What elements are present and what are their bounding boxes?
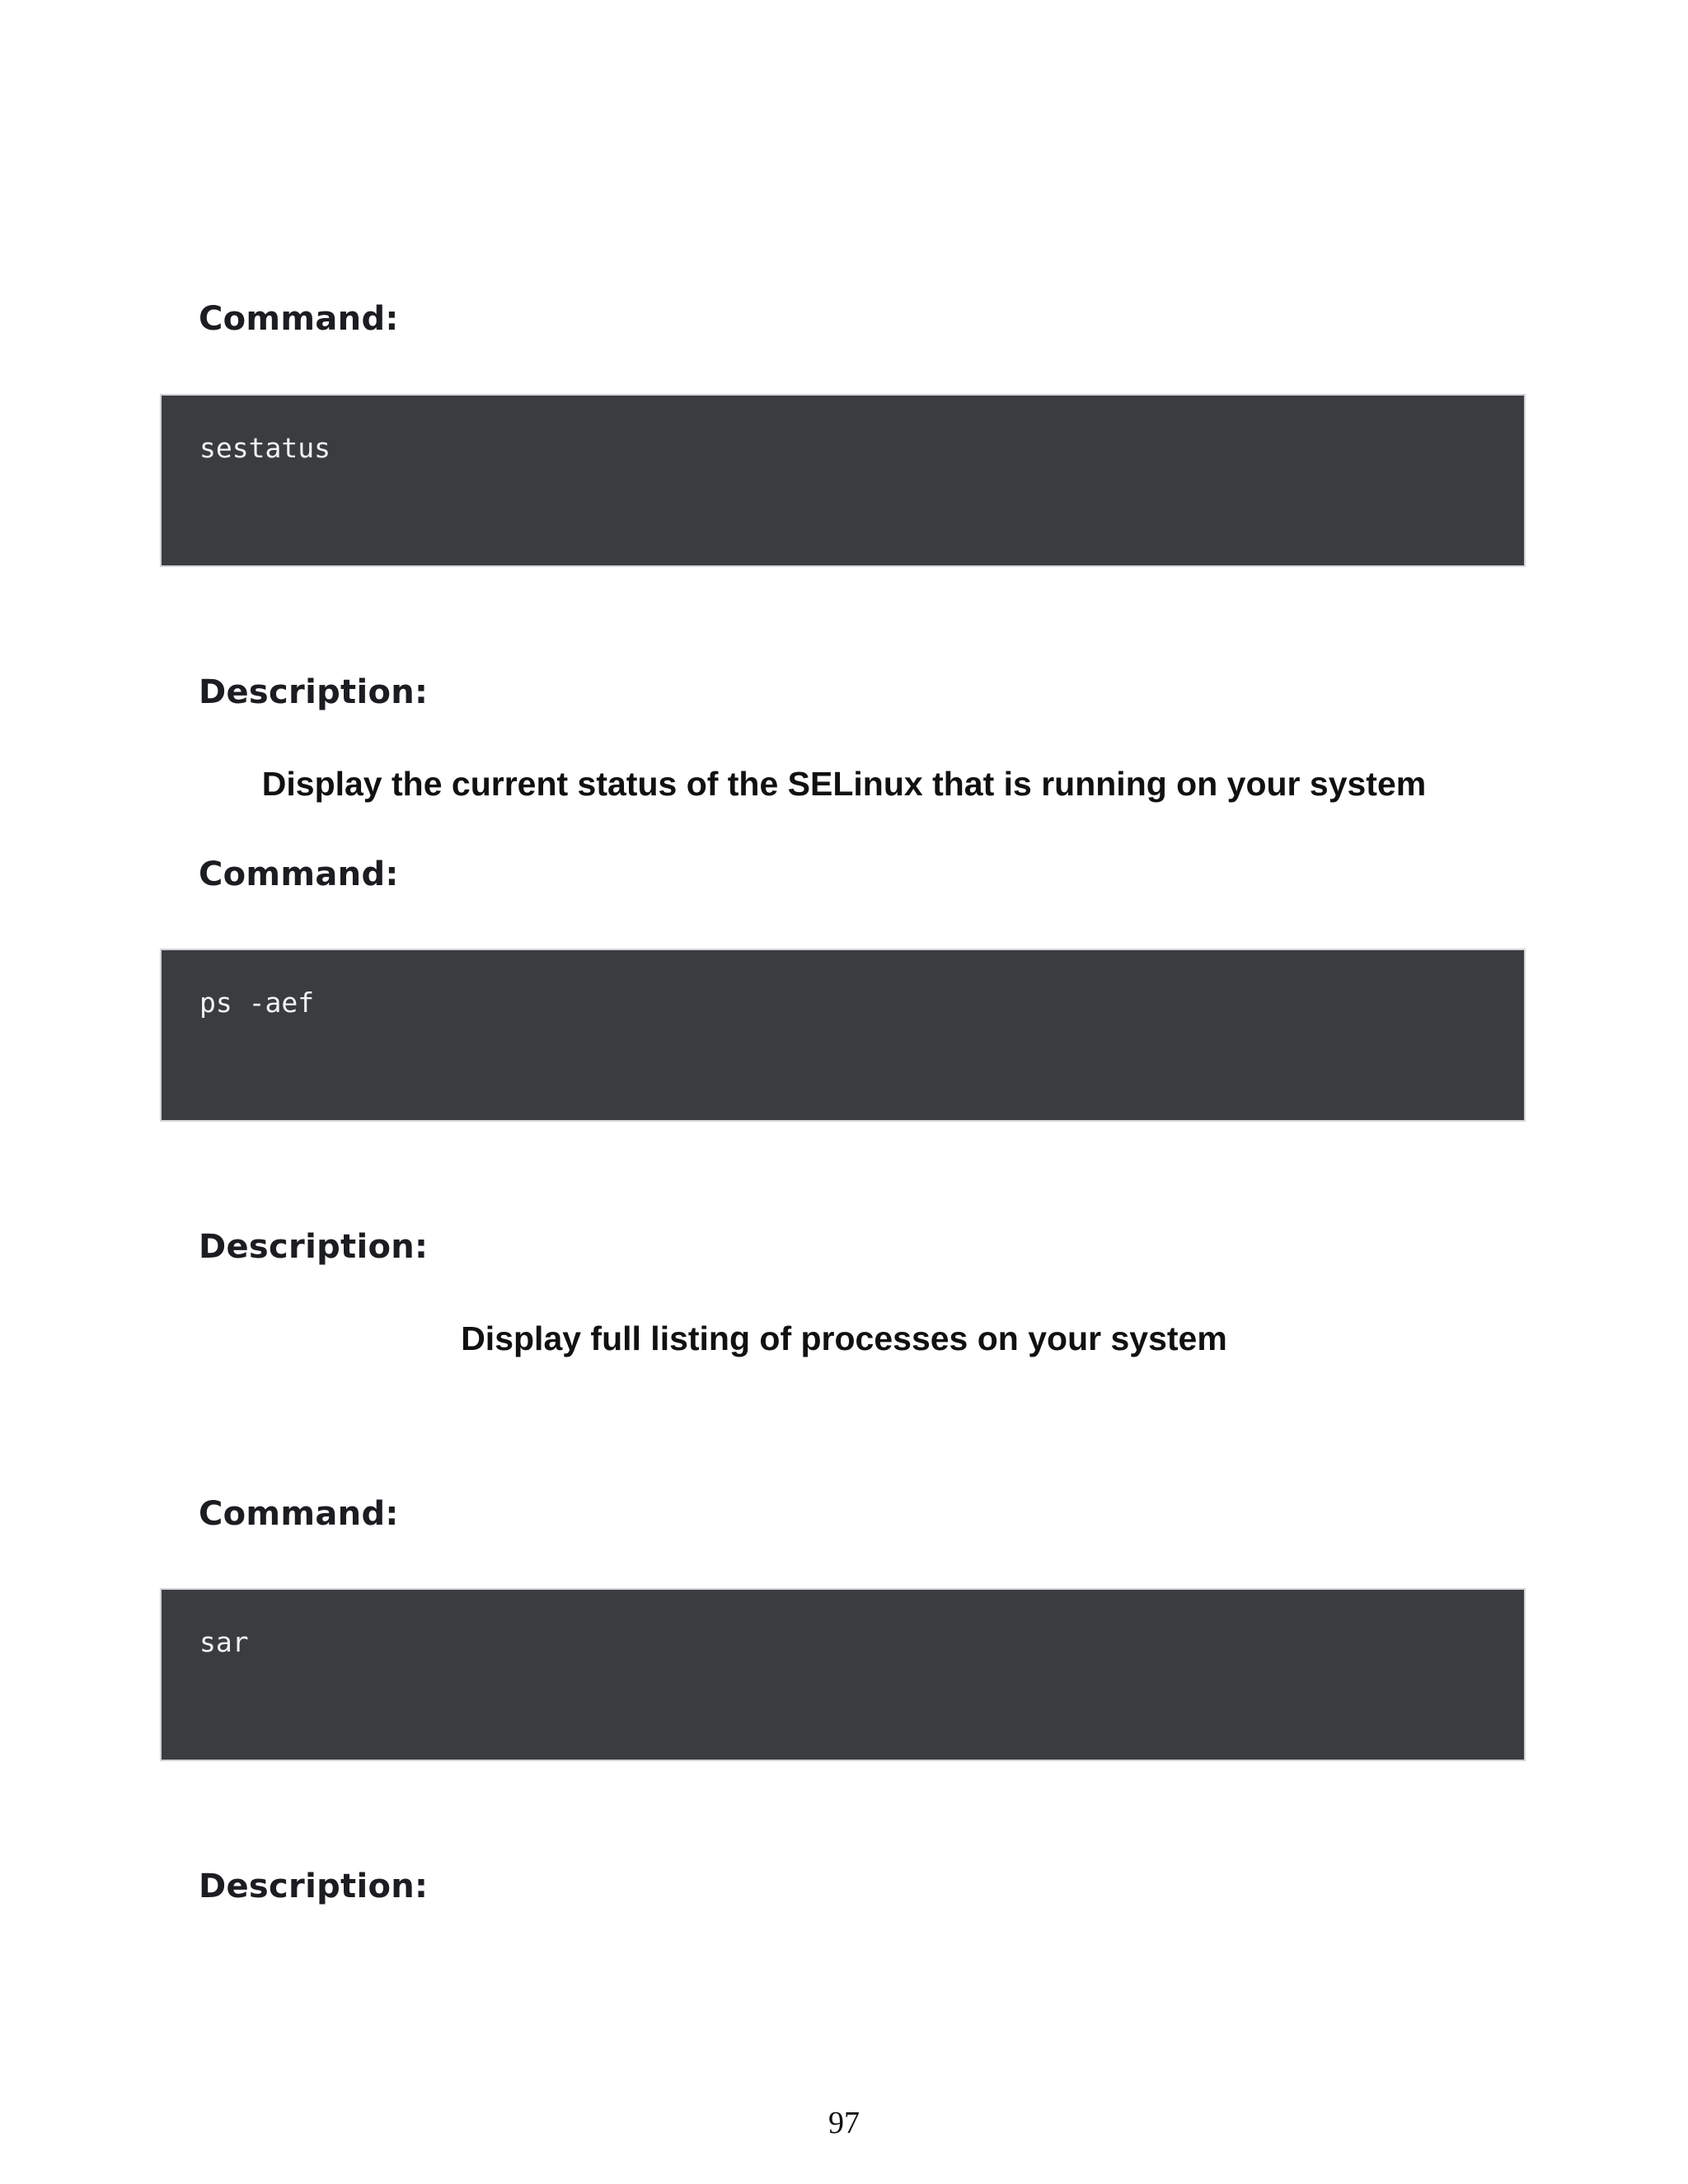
command-heading: Command: bbox=[199, 300, 399, 338]
code-block bbox=[160, 394, 1526, 567]
code-block bbox=[160, 949, 1526, 1122]
description-heading: Description: bbox=[199, 1868, 429, 1905]
command-text: sestatus bbox=[199, 432, 331, 464]
description-text: Display the current status of the SELinux that is running on your system bbox=[261, 765, 1427, 803]
command-text: sar bbox=[199, 1626, 249, 1658]
page-number: 97 bbox=[828, 2106, 860, 2140]
command-heading: Command: bbox=[199, 855, 399, 893]
description-text: Display full listing of processes on your system bbox=[461, 1319, 1227, 1357]
command-heading: Command: bbox=[199, 1495, 399, 1533]
description-heading: Description: bbox=[199, 673, 429, 711]
description-heading: Description: bbox=[199, 1228, 429, 1266]
command-text: ps -aef bbox=[199, 987, 315, 1019]
code-block bbox=[160, 1588, 1526, 1761]
